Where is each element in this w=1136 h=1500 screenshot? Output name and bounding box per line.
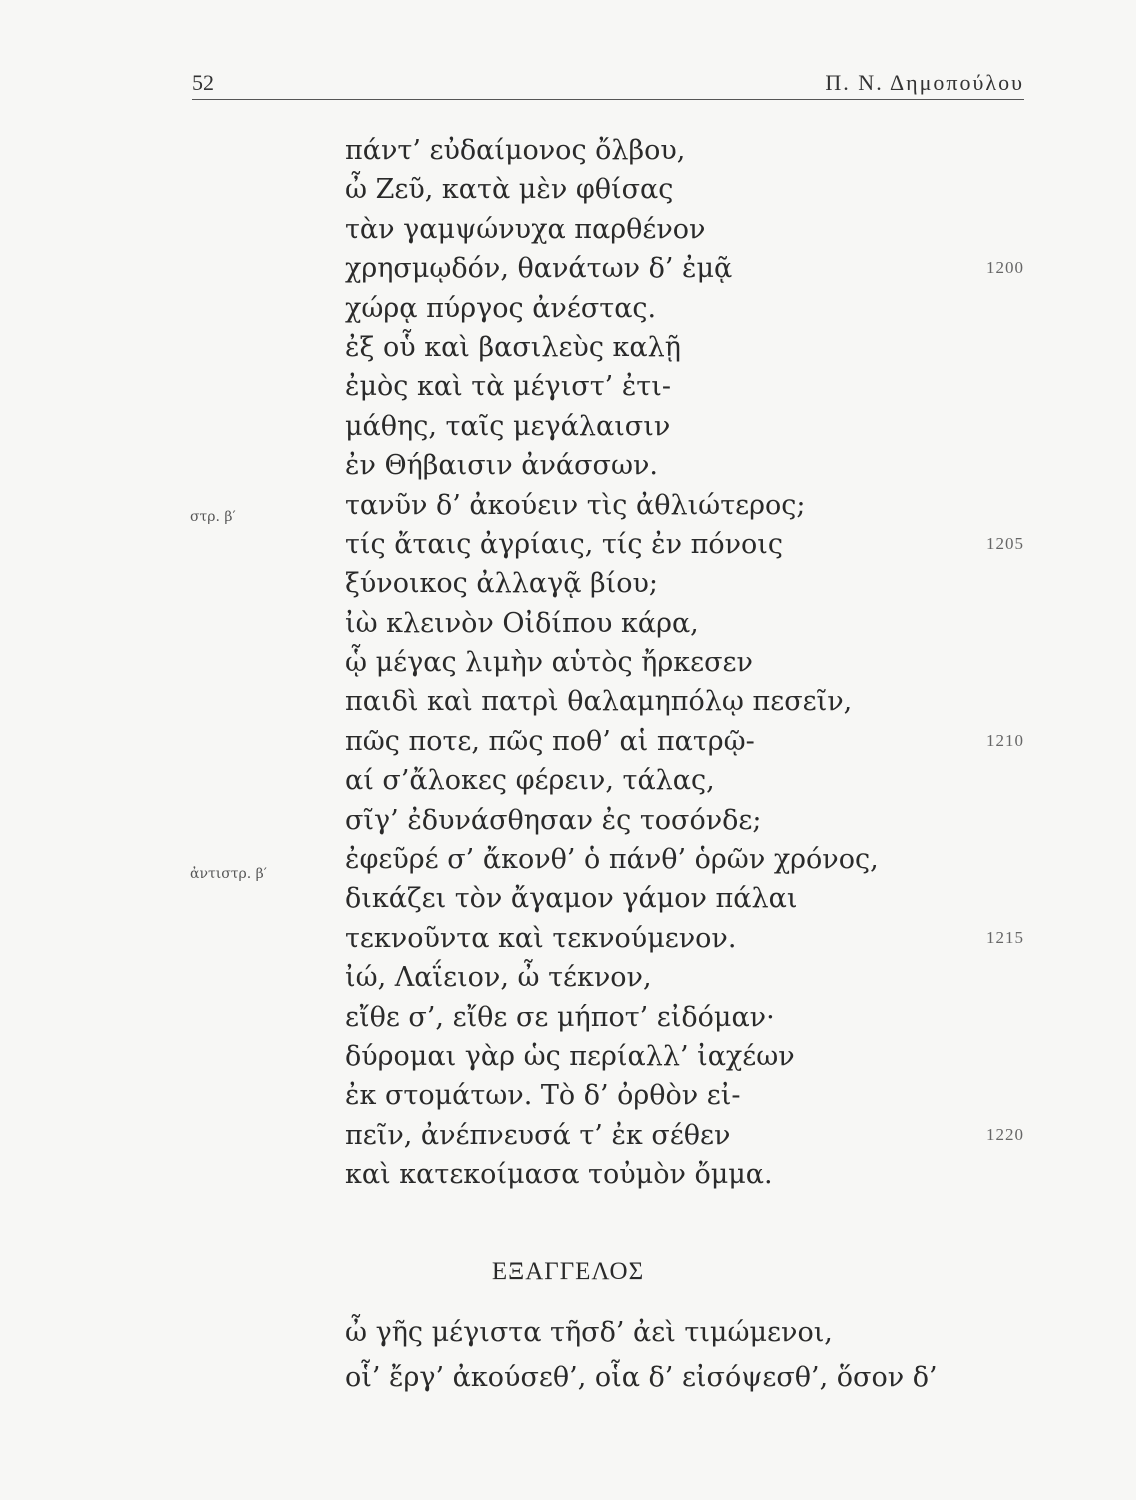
speech-line: ὦ γῆς μέγιστα τῆσδ’ ἀεὶ τιμώμενοι, — [345, 1317, 833, 1348]
header-rule — [192, 99, 1024, 100]
choral-verse — [345, 131, 879, 1195]
page-number: 52 — [192, 70, 214, 95]
stanza-label-strophe: στρ. β′ — [190, 509, 236, 525]
verse-line: σῖγ’ ἐδυνάσθησαν ἐς τοσόνδε; — [345, 804, 762, 836]
line-number: 1215 — [986, 928, 1024, 947]
verse-line: ἰὼ κλεινὸν Οἰδίπου κάρα, — [345, 607, 699, 639]
verse-line: ἐμὸς καὶ τὰ μέγιστ’ ἐτι- — [345, 371, 671, 403]
verse-line: πεῖν, ἀνέπνευσά τ’ ἐκ σέθεν — [345, 1119, 731, 1151]
verse-line: ὦ Ζεῦ, κατὰ μὲν φθίσας — [345, 174, 674, 206]
speaker-heading: ΕΞΑΓΓΕΛΟΣ — [491, 1258, 645, 1285]
verse-line: τὰν γαμψώνυχα παρθένον — [345, 213, 706, 245]
verse-line: χώρᾳ πύργος ἀνέστας. — [345, 292, 657, 324]
stanza-label-antistrophe: ἀντιστρ. β′ — [190, 866, 267, 882]
verse-line: πῶς ποτε, πῶς ποθ’ αἱ πατρῷ- — [345, 725, 755, 757]
verse-line: τανῦν δ’ ἀκούειν τὶς ἀθλιώτερος; — [345, 489, 806, 521]
verse-line: αί σ’ἄλοκες φέρειν, τάλας, — [345, 765, 715, 797]
verse-line: ἐφεῦρέ σ’ ἄκονθ’ ὁ πάνθ’ ὁρῶν χρόνος, — [345, 844, 879, 876]
line-number: 1200 — [986, 258, 1024, 277]
running-head: Π. Ν. Δημοπούλου — [825, 70, 1024, 95]
verse-line: δύρομαι γὰρ ὡς περίαλλ’ ἰαχέων — [345, 1040, 795, 1072]
verse-line: δικάζει τὸν ἄγαμον γάμον πάλαι — [345, 883, 798, 915]
verse-line: καὶ κατεκοίμασα τοὐμὸν ὄμμα. — [345, 1159, 773, 1191]
verse-line: πάντ’ εὐδαίμονος ὄλβου, — [345, 135, 686, 166]
verse-line: ᾧ μέγας λιμὴν αὑτὸς ἤρκεσεν — [345, 647, 753, 679]
verse-line: ἐν Θήβαισιν ἀνάσσων. — [345, 450, 658, 482]
verse-line: μάθης, ταῖς μεγάλαισιν — [345, 410, 671, 442]
verse-line: παιδὶ καὶ πατρὶ θαλαμηπόλῳ πεσεῖν, — [345, 686, 853, 718]
verse-line: ἰώ, Λαΐειον, ὦ τέκνον, — [345, 962, 652, 994]
verse-line: τίς ἄταις ἀγρίαις, τίς ἐν πόνοις — [345, 528, 783, 560]
verse-line: ξύνοικος ἀλλαγᾷ βίου; — [345, 568, 658, 600]
verse-line: ἐξ οὗ καὶ βασιλεὺς καλῇ — [345, 331, 681, 363]
line-number: 1220 — [986, 1125, 1024, 1144]
messenger-speech — [345, 1310, 938, 1400]
line-number: 1210 — [986, 731, 1024, 750]
verse-line: τεκνοῦντα καὶ τεκνούμενον. — [345, 922, 737, 954]
speech-line: οἷ’ ἔργ’ ἀκούσεθ’, οἷα δ’ εἰσόψεσθ’, ὅσον δ’ — [345, 1362, 938, 1393]
verse-line: εἴθε σ’, εἴθε σε μήποτ’ εἰδόμαν· — [345, 1001, 775, 1033]
verse-line: ἐκ στομάτων. Τὸ δ’ ὀρθὸν εἰ- — [345, 1080, 741, 1112]
line-number: 1205 — [986, 534, 1024, 553]
verse-line: χρησμῳδόν, θανάτων δ’ ἐμᾷ — [345, 253, 733, 285]
